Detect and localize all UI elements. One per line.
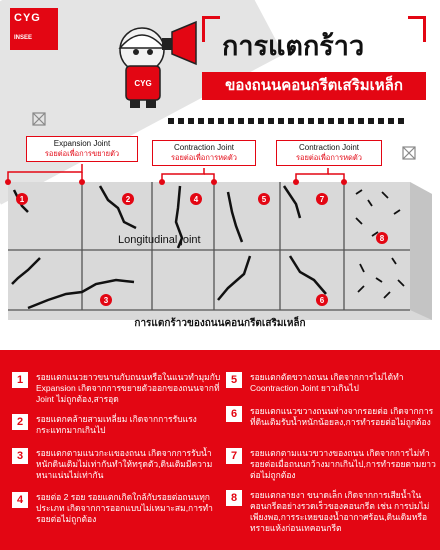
logo-subtext: INSEE: [14, 35, 33, 41]
joint-th: รอยต่อเพื่อการหดตัว: [296, 153, 362, 162]
dash-decoration: [168, 118, 408, 124]
joint-en: Contraction Joint: [298, 143, 360, 152]
legend-panel: [0, 350, 440, 550]
page-subtitle: ของถนนคอนกรีตเสริมเหล็ก: [202, 72, 426, 100]
svg-text:6: 6: [319, 296, 325, 305]
svg-text:2: 2: [125, 195, 131, 204]
item-text: รอยแตกลายงา ขนาดเล็ก เกิดจากการเสียน้ำในคอนกรีตอย่างรวดเร็วของคอนกรีต เช่น การบ่มไม่เพียงพอ,การระเหยของน้ำอากาศร้อน,ดินเดิมหรือทรายแห้งก่อนเทคอนกรีต: [250, 490, 430, 533]
item-text: รอยแตกแนวขวางถนนห่างจากรอยต่อ เกิดจากการที่ดินเติมรับน้ำหนักน้อยลง,การทำรอยต่อไม่ถูกต้อง: [250, 406, 434, 427]
title-block: [202, 16, 426, 104]
longitudinal-joint-label: Longitudinal joint: [118, 234, 201, 246]
road-diagram: [0, 160, 440, 320]
svg-text:5: 5: [261, 195, 267, 204]
item-text: รอยแตกแนวยาวขนานกับถนนหรือในแนวทำมุมกับ Expansion เกิดจากการขยายตัวออกของถนนจากที่ Joint ไม่ถูกต้อง,สารอุด: [36, 372, 221, 404]
svg-text:7: 7: [319, 195, 325, 204]
joint-en: Expansion Joint: [53, 139, 111, 148]
item-number: 5: [226, 372, 242, 388]
svg-text:CYG: CYG: [134, 79, 152, 88]
mascot-helmet-icon: [112, 18, 202, 110]
item-text: รอยต่อ 2 รอย รอยแตกเกิดใกล้กับรอยต่อถนนทุกประเภท เกิดจากการออกแบบไม่เหมาะสม,การทำรอยต่อไม่ถูกต้อง: [36, 492, 213, 524]
joint-th: รอยต่อเพื่อการขยายตัว: [44, 149, 120, 158]
svg-text:1: 1: [19, 195, 25, 204]
joint-en: Contraction Joint: [173, 143, 235, 152]
item-number: 6: [226, 406, 242, 422]
item-number: 8: [226, 490, 242, 506]
cross-square-icon: [32, 112, 46, 126]
svg-text:8: 8: [379, 234, 385, 243]
item-number: 7: [226, 448, 242, 464]
logo-text: CYG: [14, 12, 41, 24]
cross-square-icon: [402, 146, 416, 160]
road-caption: การแตกร้าวของถนนคอนกรีตเสริมเหล็ก: [134, 318, 306, 329]
svg-text:4: 4: [193, 195, 199, 204]
item-number: 4: [12, 492, 28, 508]
item-text: รอยแตกตัดขวางถนน เกิดจากการไม่ได้ทำ Coontraction Joint ยาวเกินไป: [250, 372, 404, 393]
item-number: 2: [12, 414, 28, 430]
svg-text:3: 3: [103, 296, 109, 305]
item-text: รอยแตกตามแนวขวางของถนน เกิดจากการไม่ทำรอยต่อเมื่อถนนกว้างมากเกินไป,การทำรอยตามยาวต่อไม่ถูกต้อง: [250, 448, 436, 480]
item-text: รอยแตกคล้ายสามเหลี่ยม เกิดจากการรับแรงกระแทกมากเกินไป: [36, 414, 197, 435]
item-number: 3: [12, 448, 28, 464]
page-title: การแตกร้าว: [222, 31, 365, 61]
joint-label-expansion: [26, 136, 138, 162]
brand-logo: [10, 8, 58, 50]
joint-th: รอยต่อเพื่อการหดตัว: [171, 153, 237, 162]
item-text: รอยแตกตามแนวกะแของถนน เกิดจากการรับน้ำหนักดินเติมไม่เท่ากันทำให้ทรุดตัว,ดินเติมมีความหนาแน่นไม่เท่ากัน: [36, 448, 213, 480]
item-number: 1: [12, 372, 28, 388]
